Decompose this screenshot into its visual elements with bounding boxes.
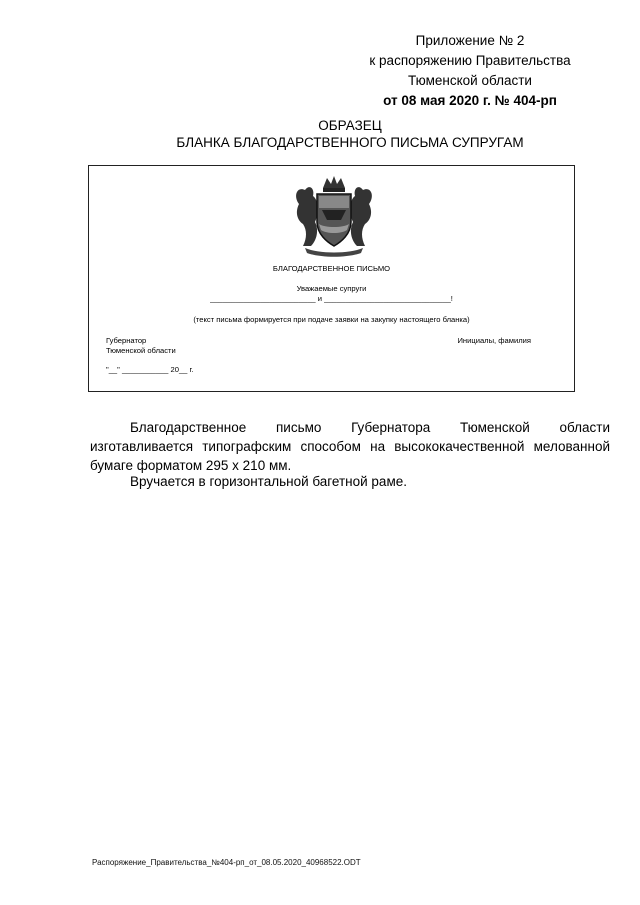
blank-governor — [106, 336, 176, 356]
governor-title: Губернатор — [106, 336, 147, 345]
paragraph-frame: Вручается в горизонтальной багетной раме. — [130, 474, 407, 489]
appendix-line-3: Тюменской области — [408, 73, 532, 88]
heading-sample: ОБРАЗЕЦ — [318, 118, 382, 133]
paragraph-description: Благодарственное письмо Губернатора Тюменской области изготавливается типографским способом на высококачественной мелованной бумаге форматом 295 х 210 мм. — [90, 420, 610, 473]
footer-filename: Распоряжение_Правительства_№404-рп_от_08.05.2020_40968522.ODT — [92, 858, 361, 867]
letter-blank-sample — [88, 165, 575, 392]
blank-title: БЛАГОДАРСТВЕННОЕ ПИСЬМО — [272, 264, 391, 273]
blank-greeting: Уважаемые супруги — [296, 284, 367, 293]
blank-note: (текст письма формируется при подаче заявки на закупку настоящего бланка) — [193, 315, 470, 324]
appendix-line-1: Приложение № 2 — [415, 33, 525, 48]
governor-region: Тюменской области — [106, 346, 176, 355]
document-heading — [0, 117, 640, 151]
appendix-line-2: к распоряжению Правительства — [369, 53, 571, 68]
appendix-date-number: от 08 мая 2020 г. № 404-рп — [383, 93, 557, 108]
coat-of-arms-icon — [289, 174, 379, 258]
heading-form-title: БЛАНКА БЛАГОДАРСТВЕННОГО ПИСЬМА СУПРУГАМ — [176, 135, 524, 150]
appendix-header — [350, 31, 590, 111]
blank-names-line: _________________________ и ______________________________! — [210, 294, 453, 303]
blank-signature: Инициалы, фамилия — [457, 336, 531, 345]
blank-date-line: "__" ___________ 20__ г. — [106, 365, 194, 374]
